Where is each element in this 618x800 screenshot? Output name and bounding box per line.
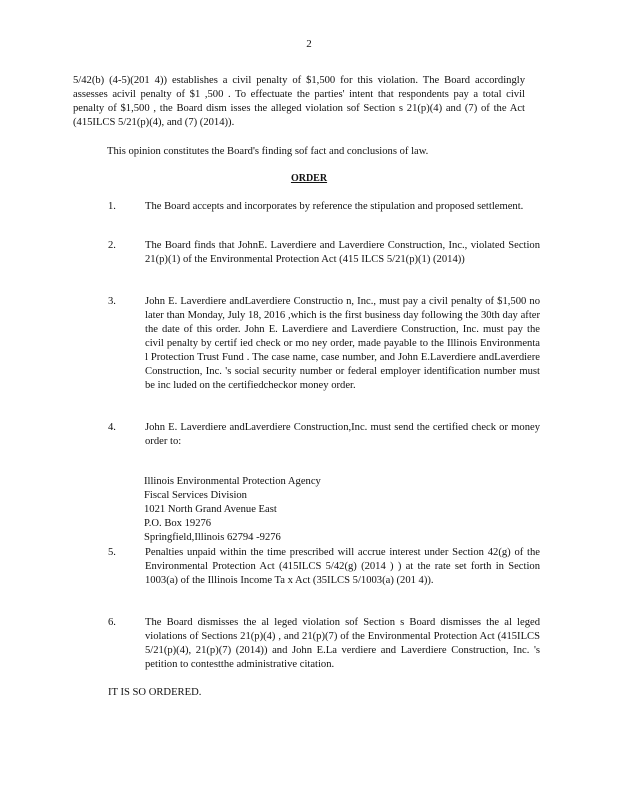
order-item-text: John E. Laverdiere andLaverdiere Construction,Inc. must send the certified check or money order to: — [145, 422, 540, 447]
order-item-text: The Board dismisses the al leged violation sof Section s Board dismisses the al leged violations of Sections 21(p)(4) , and 21(p)(7) of the Environmental Protection Act (415ILCS 5/21(p)(4), 21(p)(7) (2014)) and John E.La verdiere and Laverdiere Construction, Inc. 's petition to contestthe administrative citation. — [145, 617, 540, 670]
order-item-6 — [108, 616, 540, 672]
opinion-statement: This opinion constitutes the Board's finding sof fact and conclusions of law. — [107, 146, 429, 157]
order-item-text: The Board finds that JohnE. Laverdiere and Laverdiere Construction, Inc., violated Section 21(p)(1) of the Environmental Protection Act (415 ILCS 5/21(p)(1) (2014)) — [145, 240, 540, 265]
order-item-text: Penalties unpaid within the time prescribed will accrue interest under Section 42(g) of the Environmental Protection Act (415ILCS 5/42(g) (2014 ) ) at the rate set forth in Section 1003(a) of the Illinois Income Ta x Act (35ILCS 5/1003(a) (201 4)). — [145, 547, 540, 586]
address-line-street: 1021 North Grand Avenue East — [144, 504, 277, 515]
order-item-number: 2. — [108, 240, 116, 251]
order-item-text: The Board accepts and incorporates by reference the stipulation and proposed settlement. — [145, 201, 524, 212]
order-heading — [0, 172, 618, 186]
order-item-3 — [108, 295, 540, 393]
address-line-agency: Illinois Environmental Protection Agency — [144, 476, 321, 487]
address-line-po-box: P.O. Box 19276 — [144, 518, 212, 529]
order-heading-label: ORDER — [290, 173, 328, 184]
order-item-text: John E. Laverdiere andLaverdiere Constructio n, Inc., must pay a civil penalty of $1,500 no later than Monday, July 18, 2016 ,which is the first business day following the 30th day after the date of this order. John E. Laverdiere and Laverdiere Construction, Inc. must pay the civil penalty by certif ied check or mo ney order, made payable to the Illinois Environmenta l Protection Trust Fund . The case name, case number, and John E.Laverdiere andLaverdiere Construction, Inc. 's social security number or federal employer identification number must be inc luded on the certifiedcheckor money order. — [145, 296, 540, 391]
address-line-city: Springfield,Illinois 62794 -9276 — [144, 532, 281, 543]
closing-statement: IT IS SO ORDERED. — [108, 687, 202, 698]
order-item-2 — [108, 239, 540, 267]
order-item-number: 6. — [108, 617, 116, 628]
order-item-number: 5. — [108, 547, 116, 558]
payment-address — [144, 475, 540, 545]
page-number: 2 — [306, 38, 312, 50]
intro-paragraph: 5/42(b) (4-5)(201 4)) establishes a civil penalty of $1,500 for this violation. The Board accordingly assesses acivil penalty of $1 ,500 . To effectuate the parties' intent that respondents pay a total civil penalty of $1,500 , the Board dism isses the alleged violation sof Section s 21(p)(4) and (7) of the Act (415ILCS 5/21(p)(4), and (7) (2014)). — [73, 75, 525, 128]
order-item-1 — [108, 200, 540, 214]
address-line-division: Fiscal Services Division — [144, 490, 247, 501]
order-item-4 — [108, 421, 540, 545]
order-item-number: 4. — [108, 422, 116, 433]
order-item-number: 1. — [108, 201, 116, 212]
order-item-5 — [108, 546, 540, 588]
order-item-number: 3. — [108, 296, 116, 307]
